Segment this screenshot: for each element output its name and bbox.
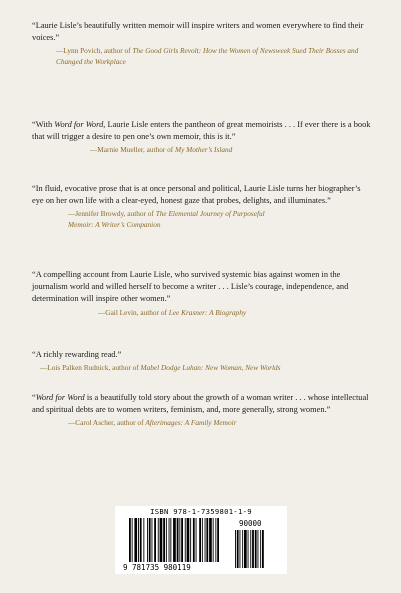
attribution-author: —Gail Levin, author of (98, 307, 169, 317)
blurb-quote: “A compelling account from Laurie Lisle, who survived systemic bias against women in the journalism world and willed herself to become a writer . . . Lisle’s courage, independence, and determination will inspire other women.” (32, 270, 349, 304)
ean-digits: 9 781735 980119 (123, 563, 191, 572)
quote-book-title: Word for Word (35, 393, 85, 402)
barcode-graphic (115, 506, 287, 574)
isbn-barcode (115, 506, 287, 574)
quote-book-title: Word for Word (54, 120, 104, 129)
attribution-author: —Carol Ascher, author of (68, 418, 146, 428)
blurb-6 (32, 392, 372, 429)
attribution-author: —Jennifer Browdy, author of (68, 209, 156, 219)
blurb-quote: “A richly rewarding read.” (32, 350, 122, 359)
attribution-author: —Lois Palken Rudnick, author of (40, 363, 141, 373)
blurb-attribution (40, 363, 372, 374)
blurb-4 (32, 269, 372, 318)
isbn-label: ISBN 978-1-7359801-1-9 (150, 507, 252, 516)
blurb-attribution (68, 418, 372, 429)
blurb-quote (32, 119, 372, 143)
blurb-attribution (90, 145, 372, 156)
attribution-book-title: The Good Girls Revolt: How the Women of Newsweek Sued Their Bosses and Changed the Workplace (56, 46, 359, 66)
attribution-book-title: Lee Krasner: A Biography (168, 307, 247, 317)
attribution-book-title: Mabel Dodge Luhan: New Woman, New Worlds (140, 363, 281, 373)
blurb-quote: “Laurie Lisle’s beautifully written memoir will inspire writers and women everywhere to find their voices.” (32, 21, 364, 43)
blurb-attribution (56, 46, 372, 67)
blurb-3 (32, 183, 372, 230)
quote-text: “With (32, 120, 55, 129)
addon-digits: 90000 (239, 519, 262, 528)
blurb-quote: “In fluid, evocative prose that is at once personal and political, Laurie Lisle turns her biographer’s eye on her own life with a clear-eyed, honest gaze that probes, delights, and illuminates.” (32, 184, 361, 206)
blurb-5 (32, 349, 372, 374)
attribution-book-title: Afterimages: A Family Memoir (145, 418, 237, 428)
attribution-book-title: My Mother’s Island (175, 145, 233, 155)
blurb-1 (32, 20, 372, 67)
attribution-author: —Lynn Povich, author of (56, 46, 133, 56)
attribution-author: —Marnie Mueller, author of (90, 145, 176, 155)
quote-text: , Laurie Lisle enters the pantheon of great memoirists . . . If ever there is a book that will trigger a desire to pen one’s own memoir, this is it.” (32, 120, 371, 142)
quote-text: “ (32, 393, 36, 402)
blurb-2 (32, 119, 372, 156)
attribution-book-title: The Elemental Journey of Purposeful Memoir: A Writer’s Companion (68, 209, 265, 229)
blurb-quote (32, 392, 372, 416)
quote-text: is a beautifully told story about the growth of a woman writer . . . whose intellectual and spiritual debts are to women writers, feminism, and, more generally, strong women.” (32, 393, 369, 415)
blurb-attribution (68, 209, 268, 230)
blurb-attribution (98, 308, 372, 319)
